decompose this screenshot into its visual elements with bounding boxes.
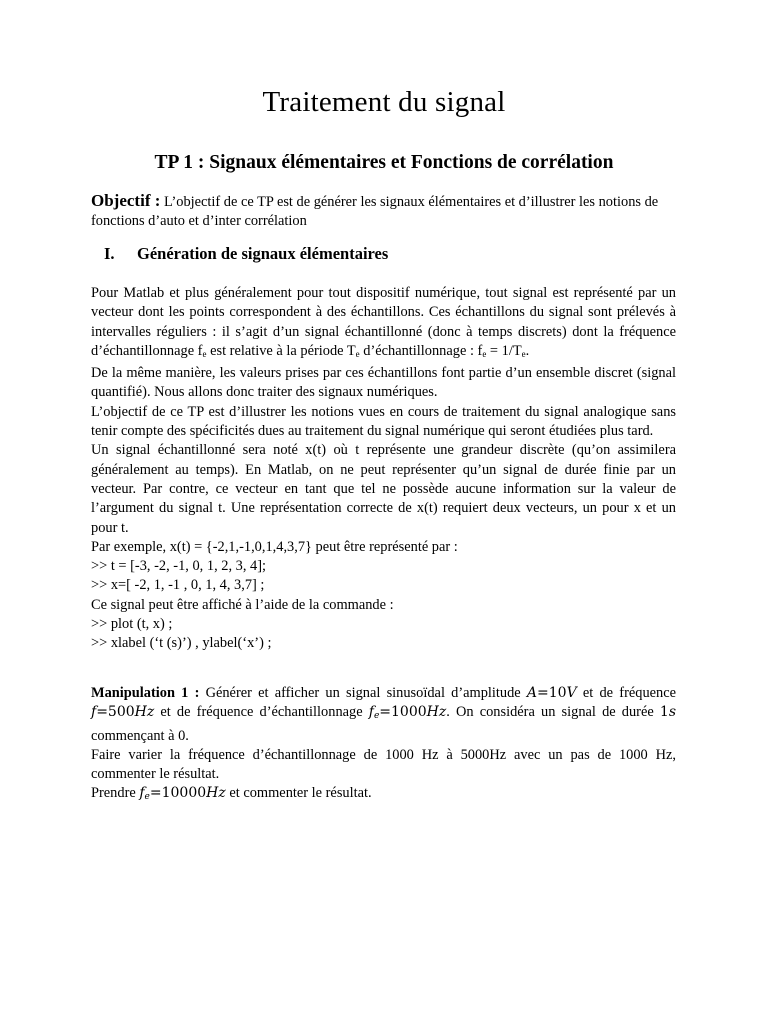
text-run: . xyxy=(525,342,530,359)
code-line-x: >> x=[ -2, 1, -1 , 0, 1, 4, 3,7] ; xyxy=(91,577,265,594)
math-value: =1000 xyxy=(379,704,427,721)
section-title: Génération de signaux élémentaires xyxy=(137,244,389,263)
math-unit: Hz xyxy=(134,704,155,721)
math-value: =500 xyxy=(96,704,135,721)
paragraph-signal-notation: Un signal échantillonné sera noté x(t) où t représente une grandeur discrète (qu’on assimilera généralement au temps). En Matlab, on ne peut représenter qu’un signal de durée finie par un vecteur. Par contre, ce vecteur en tant que tel ne possède aucune information sur la valeur de l’argument du signal t. Une représentation correcte de x(t) requiert deux vecteurs, un pour x et un pour t. xyxy=(91,442,676,536)
text-run: Pour Matlab et plus généralement pour tout dispositif numérique, tout signal est représenté par un vecteur dont les points correspondent à des échantillons. Ces échantillons du signal sont prélevés à intervalles réguliers : il s’agit d’un signal échantillonné (donc à temps discrets) dont la fréquence d’échantillonnage f xyxy=(91,285,676,359)
code-line-t: >> t = [-3, -2, -1, 0, 1, 2, 3, 4]; xyxy=(91,558,267,575)
math-unit: Hz xyxy=(206,785,226,802)
subscript: e xyxy=(355,348,360,359)
math-var: f xyxy=(368,704,374,721)
document-title: Traitement du signal xyxy=(262,86,506,118)
text-run: d’échantillonnage : f xyxy=(359,342,483,359)
command-intro-line: Ce signal peut être affiché à l’aide de la commande : xyxy=(91,596,394,613)
text-run: Prendre xyxy=(91,785,140,802)
formula-sampling-frequency-2 xyxy=(139,785,225,801)
math-var: f xyxy=(139,785,145,802)
text-run: et de fréquence xyxy=(576,685,676,701)
manipulation-1 xyxy=(91,684,676,808)
section-heading-1 xyxy=(104,244,388,264)
tp-title: TP 1 : Signaux élémentaires et Fonctions de corrélation xyxy=(154,152,614,173)
text-run: et de fréquence d’échantillonnage xyxy=(154,704,369,721)
objectif-text: L’objectif de ce TP est de générer les signaux élémentaires et d’illustrer les notions de fonctions d’auto et d’inter corrélation xyxy=(91,194,659,229)
text-run: = 1/T xyxy=(486,342,522,359)
math-unit: V xyxy=(566,685,577,701)
math-subscript: e xyxy=(144,792,150,803)
manipulation-label: Manipulation 1 : xyxy=(91,685,200,701)
math-value: 1 xyxy=(659,704,669,721)
math-value: =10000 xyxy=(149,785,207,802)
manipulation-1-paragraph xyxy=(91,684,676,746)
text-run: et commenter le résultat. xyxy=(225,785,372,802)
objectif-label: Objectif : xyxy=(91,191,161,210)
code-line-labels: >> xlabel (‘t (s)’) , ylabel(‘x’) ; xyxy=(91,635,272,652)
text-run: est relative à la période T xyxy=(206,342,356,359)
manipulation-1-vary-paragraph: Faire varier la fréquence d’échantillonnage de 1000 Hz à 5000Hz avec un pas de 1000 Hz, commenter le résultat. xyxy=(91,746,676,783)
section-number: I. xyxy=(104,244,115,263)
math-unit: Hz xyxy=(426,704,447,721)
paragraph-sampling xyxy=(91,284,676,364)
example-line: Par exemple, x(t) = {-2,1,-1,0,1,4,3,7} peut être représenté par : xyxy=(91,538,458,555)
text-run: . On considéra un signal de durée xyxy=(446,704,660,721)
section-body xyxy=(91,284,676,654)
text-run: Générer et afficher un signal sinusoïdal d’amplitude xyxy=(199,685,527,701)
math-var: A xyxy=(526,685,538,701)
subscript: e xyxy=(521,348,526,359)
formula-frequency xyxy=(91,704,154,720)
formula-amplitude xyxy=(527,685,577,701)
code-line-plot: >> plot (t, x) ; xyxy=(91,616,173,633)
math-unit: s xyxy=(668,704,677,721)
paragraph-objective: L’objectif de ce TP est d’illustrer les notions vues en cours de traitement du signal analogique sans tenir compte des spécificités dues au traitement du signal numérique qui seront étudiées plus tard. xyxy=(91,403,676,440)
text-run: commençant à 0. xyxy=(91,727,189,744)
objectif-paragraph xyxy=(91,191,676,231)
math-subscript: e xyxy=(373,711,380,722)
subscript: e xyxy=(202,348,207,359)
manipulation-1-last-paragraph xyxy=(91,784,676,807)
paragraph-quantification: De la même manière, les valeurs prises par ces échantillons font partie d’un ensemble discret (signal quantifié). Nous allons donc traiter des signaux numériques. xyxy=(91,365,676,401)
formula-sampling-frequency xyxy=(369,704,446,720)
formula-duration xyxy=(660,704,676,720)
math-var: f xyxy=(91,704,97,721)
math-value: =10 xyxy=(537,685,567,701)
subscript: e xyxy=(482,348,487,359)
